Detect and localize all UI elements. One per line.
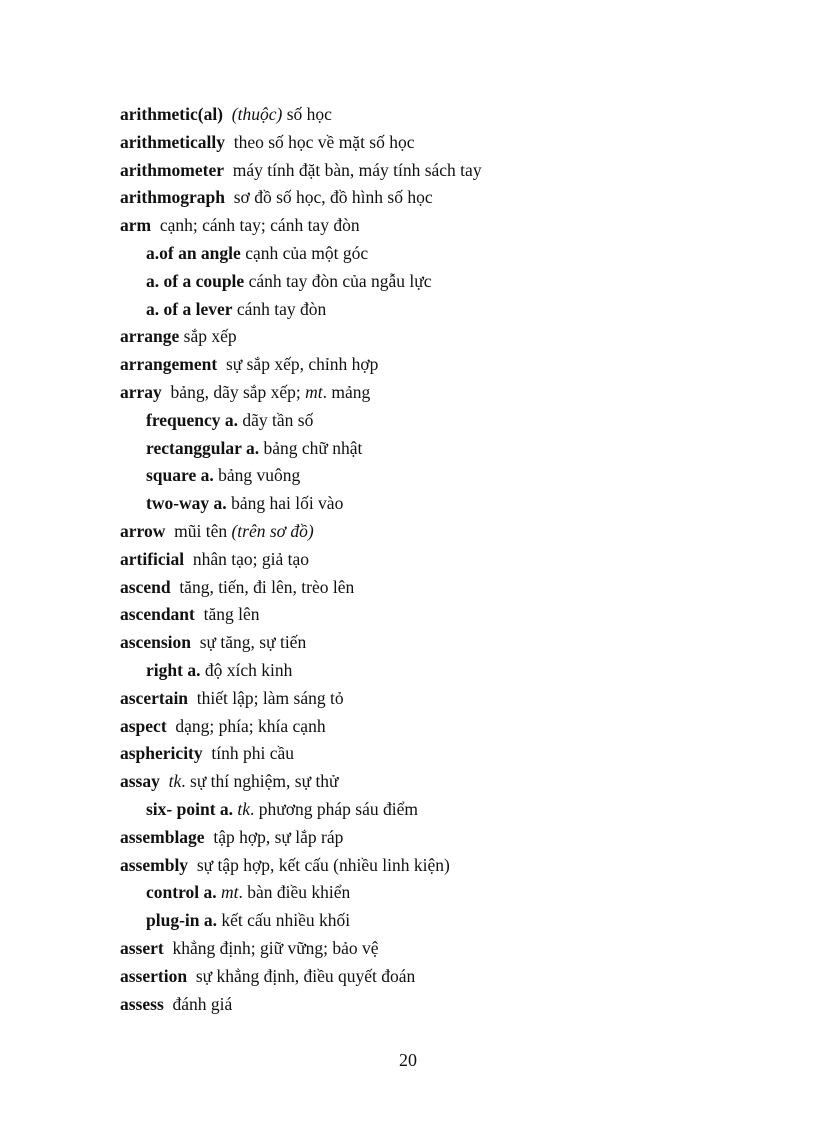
dictionary-entry bbox=[120, 184, 720, 212]
definition-text: nhân tạo; giả tạo bbox=[192, 548, 310, 569]
definition-text: tập hợp, sự lắp ráp bbox=[213, 826, 344, 847]
entry-separator bbox=[225, 187, 234, 207]
sub-entry bbox=[120, 407, 720, 435]
entry-separator bbox=[188, 855, 197, 875]
definition-text: bảng, dãy sắp xếp; bbox=[170, 381, 306, 402]
entry-separator bbox=[224, 160, 233, 180]
dictionary-entry bbox=[120, 629, 720, 657]
definition-text: sự khẳng định, điều quyết đoán bbox=[195, 965, 416, 986]
entry-separator bbox=[160, 771, 169, 791]
entry-definition bbox=[172, 938, 378, 958]
entry-definition bbox=[221, 882, 350, 902]
entry-definition bbox=[196, 966, 415, 986]
entry-separator bbox=[225, 132, 234, 152]
entry-definition bbox=[160, 215, 360, 235]
dictionary-entry bbox=[120, 685, 720, 713]
entry-definition bbox=[221, 910, 350, 930]
definition-text: máy tính đặt bàn, máy tính sách tay bbox=[232, 159, 482, 180]
entry-term: a. of a couple bbox=[146, 270, 245, 291]
dictionary-entry bbox=[120, 601, 720, 629]
definition-text: . bàn điều khiển bbox=[238, 882, 351, 903]
entry-separator bbox=[187, 966, 196, 986]
entry-definition bbox=[233, 160, 482, 180]
entry-separator bbox=[162, 382, 171, 402]
sub-entry bbox=[120, 490, 720, 518]
dictionary-entry bbox=[120, 740, 720, 768]
sub-entry bbox=[120, 879, 720, 907]
definition-text: theo số học về mặt số học bbox=[233, 131, 415, 152]
entry-term: assert bbox=[120, 937, 164, 958]
entry-term: asphericity bbox=[120, 743, 203, 764]
dictionary-entry bbox=[120, 852, 720, 880]
definition-text: mũi tên bbox=[174, 520, 232, 541]
entry-term: assertion bbox=[120, 965, 188, 986]
entry-term: rectanggular a. bbox=[146, 437, 260, 458]
entry-term: assess bbox=[120, 993, 164, 1014]
entry-definition bbox=[237, 799, 418, 819]
definition-text: kết cấu nhiều khối bbox=[221, 910, 351, 931]
sub-entry bbox=[120, 657, 720, 685]
entry-term: a. of a lever bbox=[146, 298, 233, 319]
entry-definition bbox=[169, 771, 339, 791]
entry-separator bbox=[195, 604, 204, 624]
definition-text: sự sắp xếp, chỉnh hợp bbox=[225, 354, 379, 375]
entry-term: square a. bbox=[146, 465, 214, 486]
entry-separator bbox=[223, 104, 232, 124]
entry-definition bbox=[171, 382, 371, 402]
entry-separator bbox=[165, 521, 174, 541]
definition-text: tăng lên bbox=[203, 604, 260, 625]
definition-text: cánh tay đòn bbox=[236, 298, 327, 319]
definition-text: . phương pháp sáu điểm bbox=[250, 798, 418, 819]
entry-definition bbox=[234, 187, 433, 207]
entry-separator bbox=[151, 215, 160, 235]
dictionary-entry bbox=[120, 546, 720, 574]
definition-text: bảng vuông bbox=[218, 465, 301, 486]
definition-italic-text: (thuộc) bbox=[231, 104, 283, 124]
dictionary-entry bbox=[120, 351, 720, 379]
entry-definition bbox=[197, 855, 450, 875]
definition-italic-text: tk bbox=[168, 771, 182, 792]
entry-definition bbox=[200, 632, 306, 652]
entry-definition bbox=[249, 271, 432, 291]
entry-term: arithmograph bbox=[120, 187, 225, 208]
definition-italic-text: mt bbox=[221, 882, 239, 903]
definition-italic-text: (trên sơ đồ) bbox=[231, 520, 314, 541]
entry-definition bbox=[242, 410, 313, 430]
definition-text: khẳng định; giữ vững; bảo vệ bbox=[172, 937, 379, 958]
entry-definition bbox=[175, 716, 325, 736]
entry-term: arrow bbox=[120, 520, 166, 541]
entry-definition bbox=[197, 688, 344, 708]
entry-definition bbox=[245, 243, 368, 263]
entry-term: ascertain bbox=[120, 687, 189, 708]
entry-definition bbox=[173, 994, 233, 1014]
entry-term: arithmetic(al) bbox=[120, 104, 224, 124]
dictionary-entry bbox=[120, 323, 720, 351]
definition-text: . sự thí nghiệm, sự thử bbox=[181, 771, 339, 792]
definition-text: số học bbox=[282, 104, 332, 124]
dictionary-entry bbox=[120, 157, 720, 185]
dictionary-entry bbox=[120, 935, 720, 963]
entry-term: ascendant bbox=[120, 604, 195, 625]
definition-text: cánh tay đòn của ngẫu lực bbox=[248, 270, 432, 291]
sub-entry bbox=[120, 796, 720, 824]
entry-definition bbox=[204, 604, 260, 624]
definition-text: dãy tần số bbox=[242, 409, 314, 430]
entry-definition bbox=[174, 521, 314, 541]
entry-term: six- point a. bbox=[146, 798, 234, 819]
entry-definition bbox=[213, 827, 343, 847]
dictionary-entry bbox=[120, 713, 720, 741]
entry-term: plug-in a. bbox=[146, 910, 217, 931]
entry-term: arrange bbox=[120, 326, 180, 347]
dictionary-entry bbox=[120, 212, 720, 240]
entry-term: right a. bbox=[146, 659, 201, 680]
definition-text: bảng hai lối vào bbox=[231, 493, 344, 514]
entry-list bbox=[120, 101, 720, 1018]
definition-text: tính phi cầu bbox=[211, 743, 295, 764]
dictionary-entry bbox=[120, 991, 720, 1019]
dictionary-entry bbox=[120, 574, 720, 602]
entry-separator bbox=[164, 994, 173, 1014]
entry-separator bbox=[188, 688, 197, 708]
definition-text: cạnh của một góc bbox=[245, 242, 369, 263]
definition-text: thiết lập; làm sáng tỏ bbox=[196, 687, 344, 708]
sub-entry bbox=[120, 907, 720, 935]
entry-definition bbox=[231, 493, 343, 513]
dictionary-entry bbox=[120, 824, 720, 852]
page-number: 20 bbox=[399, 1050, 417, 1070]
entry-definition bbox=[263, 438, 362, 458]
dictionary-entry bbox=[120, 101, 720, 129]
dictionary-entry bbox=[120, 518, 720, 546]
definition-text: độ xích kinh bbox=[204, 659, 293, 680]
entry-definition bbox=[184, 326, 237, 346]
definition-text: bảng chữ nhật bbox=[263, 437, 363, 458]
entry-definition bbox=[234, 132, 415, 152]
definition-text: đánh giá bbox=[172, 993, 233, 1014]
definition-text: dạng; phía; khía cạnh bbox=[175, 715, 326, 736]
sub-entry bbox=[120, 435, 720, 463]
entry-definition bbox=[211, 743, 294, 763]
entry-definition bbox=[232, 104, 332, 124]
entry-separator bbox=[217, 354, 226, 374]
dictionary-entry bbox=[120, 768, 720, 796]
sub-entry bbox=[120, 268, 720, 296]
definition-text: tăng, tiến, đi lên, trèo lên bbox=[179, 576, 355, 597]
entry-term: two-way a. bbox=[146, 493, 227, 514]
dictionary-entry bbox=[120, 379, 720, 407]
definition-text: . mảng bbox=[322, 381, 371, 402]
entry-term: frequency a. bbox=[146, 409, 239, 430]
definition-text: sự tập hợp, kết cấu (nhiều linh kiện) bbox=[196, 854, 450, 875]
entry-term: aspect bbox=[120, 715, 167, 736]
definition-italic-text: mt bbox=[305, 381, 323, 402]
dictionary-entry bbox=[120, 963, 720, 991]
entry-separator bbox=[171, 577, 180, 597]
entry-separator bbox=[191, 632, 200, 652]
definition-text: sơ đồ số học, đồ hình số học bbox=[233, 187, 433, 208]
entry-term: assembly bbox=[120, 854, 189, 875]
entry-term: arithmometer bbox=[120, 159, 224, 180]
sub-entry bbox=[120, 462, 720, 490]
entry-term: ascension bbox=[120, 632, 191, 653]
dictionary-entry bbox=[120, 129, 720, 157]
entry-definition bbox=[193, 549, 309, 569]
definition-text: sắp xếp bbox=[183, 326, 237, 347]
definition-italic-text: tk bbox=[237, 798, 251, 819]
entry-definition bbox=[226, 354, 378, 374]
entry-definition bbox=[179, 577, 354, 597]
entry-term: assay bbox=[120, 771, 160, 792]
entry-term: array bbox=[120, 381, 162, 402]
definition-text: sự tăng, sự tiến bbox=[199, 632, 307, 653]
sub-entry bbox=[120, 240, 720, 268]
entry-definition bbox=[205, 660, 293, 680]
entry-definition bbox=[218, 465, 300, 485]
entry-term: arrangement bbox=[120, 354, 218, 375]
entry-term: ascend bbox=[120, 576, 171, 597]
entry-term: artificial bbox=[120, 548, 185, 569]
definition-text: cạnh; cánh tay; cánh tay đòn bbox=[159, 215, 360, 236]
entry-term: control a. bbox=[146, 882, 217, 903]
entry-term: assemblage bbox=[120, 826, 205, 847]
entry-term: arm bbox=[120, 215, 152, 236]
entry-term: a.of an angle bbox=[146, 242, 241, 263]
entry-separator bbox=[184, 549, 193, 569]
entry-definition bbox=[237, 299, 326, 319]
sub-entry bbox=[120, 296, 720, 324]
entry-term: arithmetically bbox=[120, 131, 225, 152]
